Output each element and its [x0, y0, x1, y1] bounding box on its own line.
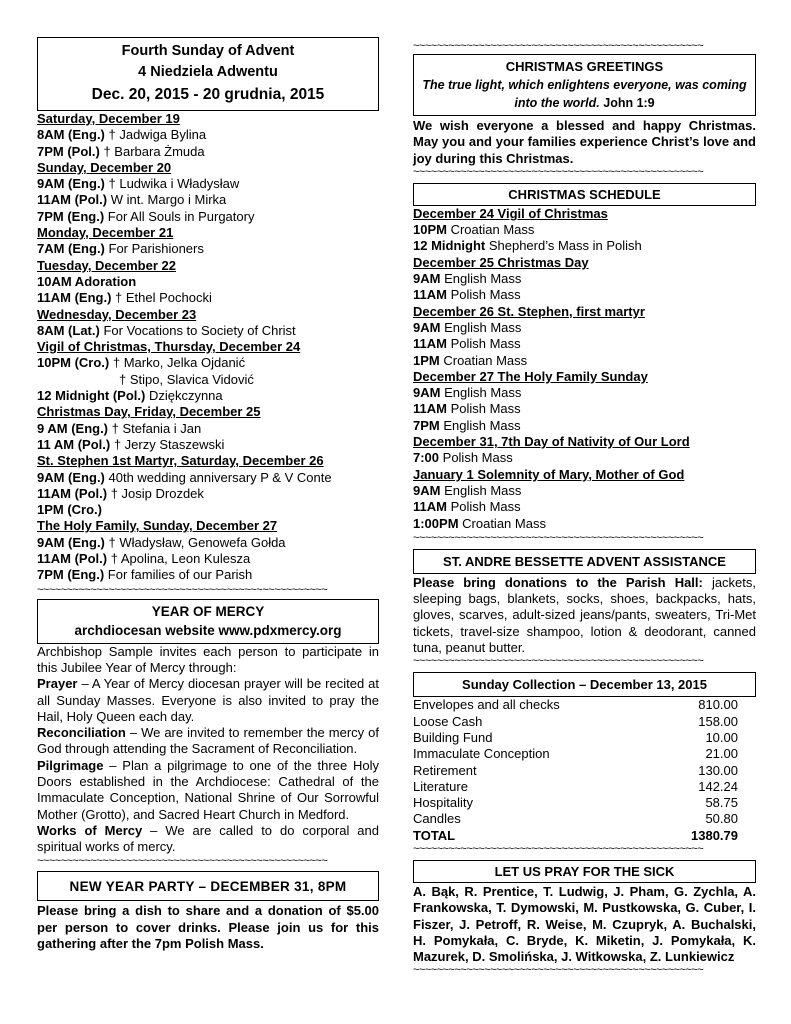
mass-day-heading [37, 404, 379, 420]
mercy-header-box [37, 599, 379, 644]
mercy-item-lead: Works of Mercy [37, 822, 143, 838]
greetings-header-box [413, 54, 756, 116]
schedule-mass: Croatian Mass [439, 352, 528, 368]
schedule-time: 11AM [413, 499, 447, 515]
schedule-time: 9AM [413, 271, 441, 287]
mass-entry [37, 470, 379, 486]
mass-time: 7PM (Eng.) [37, 208, 105, 224]
mass-entry [37, 176, 379, 192]
sick-header-box [413, 860, 756, 883]
schedule-time: 11AM [413, 287, 447, 303]
mercy-items [37, 676, 379, 855]
schedule-day-heading [413, 434, 756, 450]
mass-time: 7PM (Pol.) [37, 143, 100, 159]
mass-intention: † Stefania i Jan [108, 420, 202, 436]
collection-row [413, 730, 756, 746]
schedule-day-label: January 1 Solemnity of Mary, Mother of God [413, 466, 685, 482]
schedule-entry [413, 385, 756, 401]
schedule-entry [413, 320, 756, 336]
mercy-item [37, 823, 379, 856]
schedule-time: 1:00PM [413, 515, 459, 531]
schedule-time: 11AM [413, 336, 447, 352]
schedule-mass: English Mass [439, 417, 521, 433]
schedule-mass: Croatian Mass [446, 222, 535, 238]
mass-day-heading [37, 518, 379, 534]
mercy-item-text: – Plan a pilgrimage to one of the three Holy Doors established in the Archdiocese: Cathedral of the Immaculate Conception, National Shrine of Our Sorrowful Mother (Grotto), and Sacred Heart Church in Medford. [37, 757, 379, 822]
mass-entry [37, 437, 379, 453]
mass-intention: † Josip Drozdek [107, 485, 204, 501]
schedule-time: 10PM [413, 222, 447, 238]
mass-day-label: Wednesday, December 23 [37, 306, 197, 322]
schedule-entry [413, 450, 756, 466]
mass-time: 7AM (Eng.) [37, 241, 105, 257]
mass-day-heading [37, 225, 379, 241]
mass-entry [37, 274, 379, 290]
bessette-lead: Please bring donations to the Parish Hall: [413, 574, 703, 590]
divider: ~~~~~~~~~~~~~~~~~~~~~~~~~~~~~~~~~~~~~~~~~~~~~~~~~ [413, 166, 704, 177]
schedule-day-label: December 26 St. Stephen, first martyr [413, 303, 645, 319]
schedule-mass: English Mass [440, 385, 522, 401]
collection-total-row [413, 828, 756, 844]
mass-day-heading [37, 339, 379, 355]
collection-row [413, 746, 756, 762]
right-column [413, 0, 756, 975]
collection-row [413, 779, 756, 795]
schedule-header-box [413, 183, 756, 206]
collection-label: Literature [413, 778, 468, 794]
schedule-mass: English Mass [440, 271, 522, 287]
sick-names: A. Bąk, R. Prentice, T. Ludwig, J. Pham, G. Zychla, A. Frankowska, T. Dymowski, M. Pustkowska, G. Cuber, I. Fiszer, J. Petroff, R. Weise, M. Czupryk, A. Buchalski, H. Pomykała, C. Bryde, K. Miketin, J. Pomykała, K. Mazurek, D. Smolińska, J. Witkowska, Z. Lunkiewicz [413, 883, 756, 965]
collection-table [413, 697, 756, 844]
schedule-entry [413, 353, 756, 369]
mass-entry [37, 372, 379, 388]
mass-intention: 40th wedding anniversary P & V Conte [104, 469, 332, 485]
christmas-schedule-list [413, 206, 756, 532]
mass-time: 9 AM (Eng.) [37, 420, 109, 436]
mass-intention: † Barbara Żmuda [99, 143, 205, 159]
bessette-title: ST. ANDRE BESSETTE ADVENT ASSISTANCE [443, 553, 726, 569]
mercy-title: YEAR OF MERCY [151, 603, 265, 619]
mass-entry [37, 421, 379, 437]
mass-day-heading [37, 307, 379, 323]
divider: ~~~~~~~~~~~~~~~~~~~~~~~~~~~~~~~~~~~~~~~~~~~~~~~~~ [413, 843, 704, 854]
collection-amount: 810.00 [698, 697, 738, 713]
schedule-entry [413, 418, 756, 434]
schedule-mass: English Mass [440, 482, 522, 498]
schedule-day-label: December 31, 7th Day of Nativity of Our Lord [413, 434, 690, 450]
mercy-item [37, 676, 379, 725]
schedule-mass: Croatian Mass [458, 515, 546, 531]
page-date: Dec. 20, 2015 - 20 grudnia, 2015 [91, 86, 325, 103]
divider: ~~~~~~~~~~~~~~~~~~~~~~~~~~~~~~~~~~~~~~~~~~~~~~~~~ [413, 41, 704, 51]
mass-entry [37, 323, 379, 339]
schedule-time: 9AM [413, 319, 441, 335]
mass-time: 10PM (Cro.) [37, 355, 110, 371]
mass-intention: W int. Margo i Mirka [107, 192, 227, 208]
greetings-title: CHRISTMAS GREETINGS [505, 59, 664, 74]
schedule-entry [413, 336, 756, 352]
mass-entry [37, 241, 379, 257]
mass-intention: † Ethel Pochocki [111, 290, 212, 306]
collection-row [413, 697, 756, 713]
mass-intention: † Jadwiga Bylina [104, 127, 207, 143]
collection-label: Immaculate Conception [413, 746, 550, 762]
mass-time: 11 AM (Pol.) [37, 436, 111, 452]
schedule-day-label: December 24 Vigil of Christmas [413, 205, 608, 221]
mass-intention: Dziękczynna [145, 388, 223, 404]
schedule-mass: Shepherd’s Mass in Polish [485, 238, 642, 254]
mass-intention: † Władysław, Genowefa Gołda [104, 534, 286, 550]
schedule-mass: English Mass [440, 319, 522, 335]
mass-day-label: Christmas Day, Friday, December 25 [37, 404, 261, 420]
collection-row [413, 795, 756, 811]
collection-header-box [413, 672, 756, 697]
collection-row [413, 811, 756, 827]
divider: ~~~~~~~~~~~~~~~~~~~~~~~~~~~~~~~~~~~~~~~~~~~~~~~~~ [413, 532, 704, 543]
mass-time: 9AM (Eng.) [37, 176, 105, 192]
schedule-time: 12 Midnight [413, 238, 486, 254]
collection-label: Retirement [413, 762, 477, 778]
schedule-day-label: December 25 Christmas Day [413, 254, 589, 270]
mass-intention: † Stipo, Slavica Vidović [119, 371, 254, 387]
collection-label: Loose Cash [413, 713, 483, 729]
mass-intention: For Vocations to Society of Christ [99, 322, 296, 338]
schedule-time: 7PM [413, 417, 440, 433]
mass-day-label: Sunday, December 20 [37, 159, 172, 175]
mass-day-label: The Holy Family, Sunday, December 27 [37, 518, 278, 534]
collection-amount: 58.75 [705, 795, 738, 811]
schedule-day-heading [413, 467, 756, 483]
mercy-item [37, 758, 379, 823]
schedule-entry [413, 287, 756, 303]
collection-amount: 50.80 [705, 811, 738, 827]
mercy-item-text: – We are invited to remember the mercy of God through attending the Sacrament of Reconciliation. [37, 725, 379, 757]
mass-time: 11AM (Eng.) [37, 290, 112, 306]
mass-day-heading [37, 453, 379, 469]
collection-row [413, 714, 756, 730]
party-header-box [37, 871, 379, 901]
divider: ~~~~~~~~~~~~~~~~~~~~~~~~~~~~~~~~~~~~~~~~~~~~~~~~~ [413, 965, 704, 976]
schedule-title: CHRISTMAS SCHEDULE [508, 186, 661, 202]
divider: ~~~~~~~~~~~~~~~~~~~~~~~~~~~~~~~~~~~~~~~~~~~~~~~~~ [413, 656, 704, 667]
collection-total-label: TOTAL [413, 827, 456, 843]
divider: ~~~~~~~~~~~~~~~~~~~~~~~~~~~~~~~~~~~~~~~~~~~~~~~~~ [37, 584, 328, 595]
mass-entry [37, 535, 379, 551]
schedule-entry [413, 483, 756, 499]
bessette-text: jackets, sleeping bags, blankets, socks, shoes, backpacks, hats, gloves, scarves, adult-sized jeans/pants, sweaters, Tri-Met tickets, travel-size shampoo, lotion & deodorant, canned tuna, peanut butter. [413, 574, 757, 656]
collection-amount: 130.00 [698, 762, 738, 778]
schedule-day-label: December 27 The Holy Family Sunday [413, 368, 648, 384]
mass-time: 10AM Adoration [37, 273, 137, 289]
mercy-item-text: – A Year of Mercy diocesan prayer will be recited at all Sunday Masses. Everyone is also invited to pray the Hail, Holy Queen each day. [37, 676, 379, 724]
mercy-item-lead: Prayer [37, 676, 78, 692]
mass-entry [37, 192, 379, 208]
mass-day-heading [37, 160, 379, 176]
mass-intention: † Marko, Jelka Ojdanić [109, 355, 246, 371]
greetings-quote-block [414, 76, 755, 112]
divider: ~~~~~~~~~~~~~~~~~~~~~~~~~~~~~~~~~~~~~~~~~~~~~~~~~ [37, 856, 328, 867]
mass-entry [37, 144, 379, 160]
mercy-subtitle: archdiocesan website www.pdxmercy.org [74, 622, 342, 638]
mercy-intro: Archbishop Sample invites each person to participate in this Jubilee Year of Mercy through: [37, 643, 379, 675]
collection-label: Envelopes and all checks [413, 697, 560, 713]
greetings-ref: John 1:9 [599, 96, 655, 110]
schedule-entry [413, 271, 756, 287]
mass-day-label: Saturday, December 19 [37, 111, 180, 126]
schedule-entry [413, 516, 756, 532]
mass-time: 11AM (Pol.) [37, 551, 108, 567]
mass-intention: For All Souls in Purgatory [104, 208, 255, 224]
schedule-entry [413, 238, 756, 254]
schedule-entry [413, 222, 756, 238]
schedule-day-heading [413, 304, 756, 320]
schedule-mass: Polish Mass [446, 401, 521, 417]
collection-title: Sunday Collection – December 13, 2015 [462, 677, 707, 693]
collection-label: Candles [413, 811, 461, 827]
mercy-item [37, 725, 379, 758]
mass-entry [37, 290, 379, 306]
schedule-day-heading [413, 369, 756, 385]
schedule-day-heading [413, 206, 756, 222]
schedule-time: 9AM [413, 482, 441, 498]
mass-entry [37, 127, 379, 143]
left-column [37, 0, 379, 952]
schedule-mass: Polish Mass [446, 287, 521, 303]
mass-entry [37, 486, 379, 502]
schedule-time: 1PM [413, 352, 440, 368]
greetings-quote: The true light, which enlightens everyone, was coming into the world. [422, 78, 747, 110]
schedule-entry [413, 401, 756, 417]
mass-time: 8AM (Lat.) [37, 322, 100, 338]
mass-time: 11AM (Pol.) [37, 485, 108, 501]
header-box [37, 37, 379, 111]
collection-label: Hospitality [413, 795, 473, 811]
mercy-item-lead: Pilgrimage [37, 757, 104, 773]
bessette-header-box [413, 549, 756, 574]
collection-amount: 10.00 [705, 729, 738, 745]
mass-entry [37, 567, 379, 583]
schedule-mass: Polish Mass [446, 499, 521, 515]
collection-amount: 142.24 [698, 778, 738, 794]
collection-row [413, 763, 756, 779]
schedule-time: 9AM [413, 385, 441, 401]
mass-time: 7PM (Eng.) [37, 567, 105, 583]
mercy-item-lead: Reconciliation [37, 725, 126, 741]
party-title: NEW YEAR PARTY – DECEMBER 31, 8PM [69, 879, 347, 895]
mass-intention: † Apolina, Leon Kulesza [107, 551, 251, 567]
schedule-time: 11AM [413, 401, 447, 417]
schedule-mass: Polish Mass [439, 450, 513, 466]
mass-intention: For Parishioners [104, 241, 204, 257]
mass-time: 12 Midnight (Pol.) [37, 388, 146, 404]
schedule-time: 7:00 [413, 450, 440, 466]
schedule-entry [413, 499, 756, 515]
schedule-day-heading [413, 255, 756, 271]
mercy-item-text: – We are called to do corporal and spiritual works of mercy. [37, 822, 379, 855]
collection-total-amount: 1380.79 [691, 827, 738, 843]
mass-day-label: St. Stephen 1st Martyr, Saturday, December 26 [37, 453, 324, 469]
mass-day-heading [37, 111, 379, 127]
mass-day-label: Monday, December 21 [37, 225, 174, 241]
collection-label: Building Fund [413, 729, 493, 745]
page-title: Fourth Sunday of Advent [121, 43, 295, 59]
page-title-polish: 4 Niedziela Adwentu [138, 64, 278, 80]
mass-entry [37, 551, 379, 567]
greetings-text: We wish everyone a blessed and happy Christmas. May you and your families experience Christ’s love and joy during this Christmas. [413, 118, 756, 166]
mass-time: 11AM (Pol.) [37, 192, 108, 208]
mass-time: 9AM (Eng.) [37, 534, 105, 550]
mass-entry [37, 209, 379, 225]
mass-time: 1PM (Cro.) [37, 502, 102, 518]
mass-intention: † Jerzy Staszewski [110, 436, 225, 452]
mass-intention: † Ludwika i Władysław [104, 176, 240, 192]
collection-amount: 21.00 [705, 746, 738, 762]
mass-entry [37, 502, 379, 518]
mass-entry [37, 355, 379, 371]
mass-day-label: Tuesday, December 22 [37, 257, 176, 273]
schedule-mass: Polish Mass [446, 336, 521, 352]
mass-entry [37, 388, 379, 404]
sick-title: LET US PRAY FOR THE SICK [494, 863, 675, 879]
mass-intentions-list [37, 111, 379, 584]
party-text: Please bring a dish to share and a donation of $5.00 per person to cover drinks. Please join us for this gathering after the 7pm Polish Mass. [37, 903, 379, 952]
mass-day-heading [37, 258, 379, 274]
mass-intention: For families of our Parish [104, 567, 253, 583]
mass-time: 8AM (Eng.) [37, 127, 105, 143]
mass-day-label: Vigil of Christmas, Thursday, December 24 [37, 339, 301, 355]
collection-amount: 158.00 [698, 713, 738, 729]
bessette-text-block [413, 575, 756, 656]
mass-time: 9AM (Eng.) [37, 469, 105, 485]
